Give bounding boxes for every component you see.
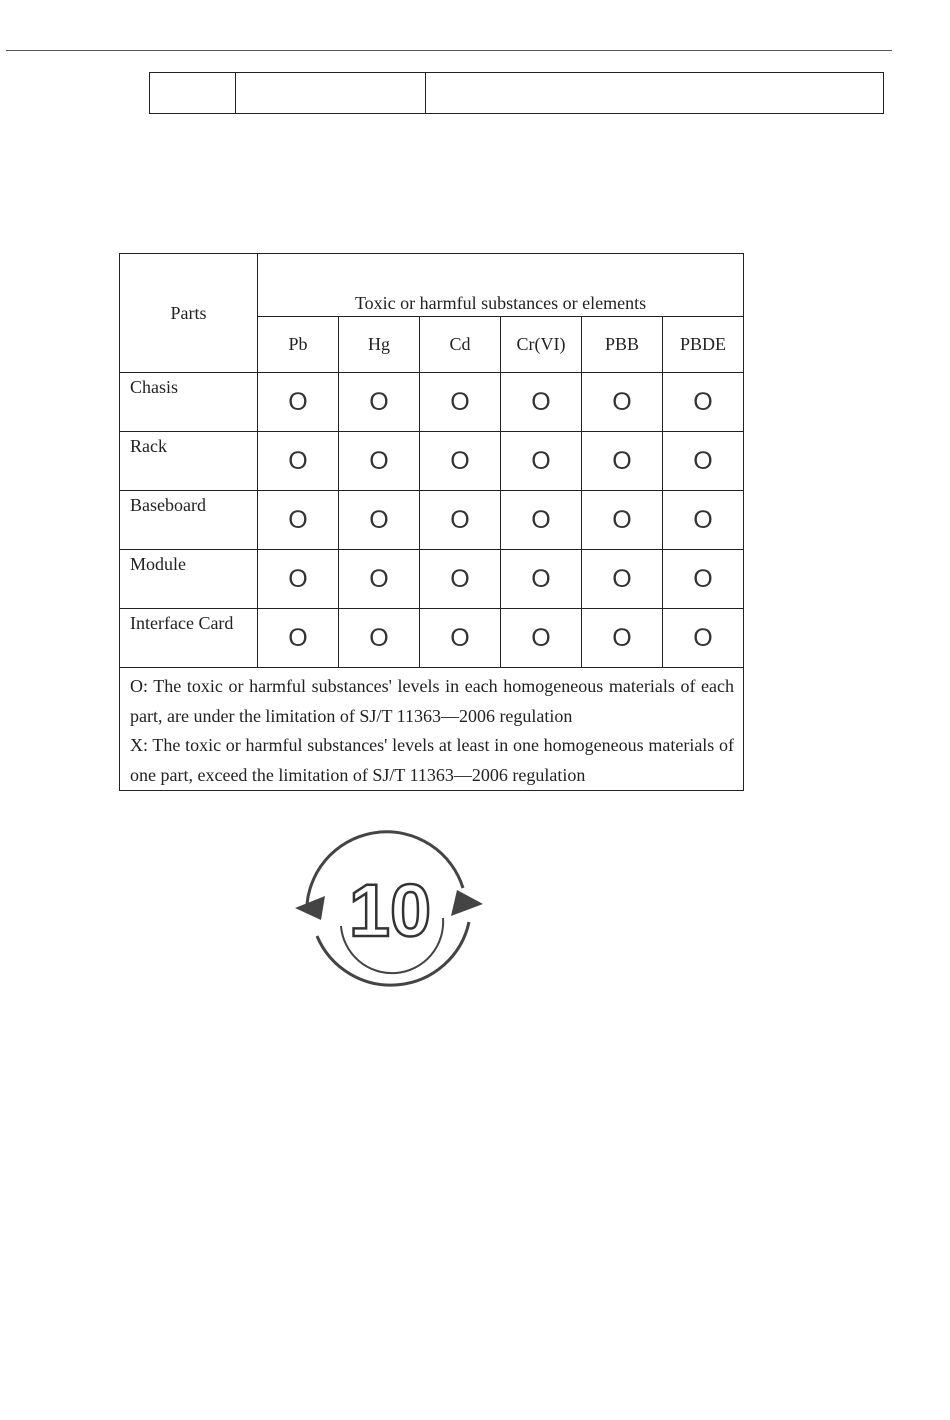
hazardous-substances-table bbox=[119, 253, 744, 791]
compliance-mark: O bbox=[501, 550, 582, 609]
note-x: X: The toxic or harmful substances' levels at least in one homogeneous materials of one part, exceed the limitation of SJ/T 11363—2006 regulation bbox=[130, 735, 735, 785]
part-name: Chasis bbox=[120, 373, 258, 432]
substances-group-header: Toxic or harmful substances or elements bbox=[258, 254, 744, 317]
compliance-mark: O bbox=[258, 550, 339, 609]
table-cell bbox=[150, 73, 236, 114]
compliance-mark: O bbox=[339, 550, 420, 609]
part-name: Module bbox=[120, 550, 258, 609]
compliance-mark: O bbox=[663, 550, 744, 609]
compliance-mark: O bbox=[501, 373, 582, 432]
legend-notes bbox=[120, 668, 744, 791]
compliance-mark: O bbox=[258, 491, 339, 550]
compliance-mark: O bbox=[582, 373, 663, 432]
notes-row bbox=[120, 668, 744, 791]
compliance-mark: O bbox=[582, 432, 663, 491]
substance-header-crvi: Cr(VI) bbox=[501, 317, 582, 373]
compliance-mark: O bbox=[420, 373, 501, 432]
compliance-mark: O bbox=[339, 491, 420, 550]
table-row bbox=[120, 432, 744, 491]
compliance-mark: O bbox=[258, 609, 339, 668]
header-rule bbox=[6, 50, 892, 51]
compliance-mark: O bbox=[582, 491, 663, 550]
part-name: Rack bbox=[120, 432, 258, 491]
table-cell bbox=[426, 73, 884, 114]
substance-header-hg: Hg bbox=[339, 317, 420, 373]
table-row bbox=[120, 609, 744, 668]
substance-header-pbb: PBB bbox=[582, 317, 663, 373]
compliance-mark: O bbox=[258, 432, 339, 491]
compliance-mark: O bbox=[339, 432, 420, 491]
compliance-mark: O bbox=[501, 432, 582, 491]
parts-header: Parts bbox=[120, 254, 258, 373]
part-name: Baseboard bbox=[120, 491, 258, 550]
compliance-mark: O bbox=[420, 609, 501, 668]
note-o: O: The toxic or harmful substances' levels in each homogeneous materials of each part, are under the limitation of SJ/T 11363—2006 regulation bbox=[130, 676, 735, 726]
compliance-mark: O bbox=[663, 491, 744, 550]
continued-table-fragment bbox=[149, 72, 884, 114]
substance-header-pbde: PBDE bbox=[663, 317, 744, 373]
compliance-mark: O bbox=[663, 373, 744, 432]
compliance-mark: O bbox=[501, 491, 582, 550]
efup-10-years-logo-icon bbox=[293, 818, 485, 1006]
table-cell bbox=[236, 73, 426, 114]
compliance-mark: O bbox=[663, 609, 744, 668]
logo-years-number: 10 bbox=[348, 869, 432, 952]
compliance-mark: O bbox=[501, 609, 582, 668]
compliance-mark: O bbox=[582, 550, 663, 609]
part-name: Interface Card bbox=[120, 609, 258, 668]
table-row bbox=[120, 550, 744, 609]
header-row bbox=[120, 254, 744, 317]
substance-header-cd: Cd bbox=[420, 317, 501, 373]
table-row bbox=[150, 73, 884, 114]
logo-right-arrow bbox=[451, 890, 483, 916]
compliance-mark: O bbox=[339, 609, 420, 668]
compliance-mark: O bbox=[258, 373, 339, 432]
compliance-mark: O bbox=[420, 491, 501, 550]
table-row bbox=[120, 373, 744, 432]
substance-header-pb: Pb bbox=[258, 317, 339, 373]
compliance-mark: O bbox=[582, 609, 663, 668]
compliance-mark: O bbox=[663, 432, 744, 491]
table-row bbox=[120, 491, 744, 550]
compliance-mark: O bbox=[339, 373, 420, 432]
logo-left-arrow bbox=[295, 896, 325, 920]
compliance-mark: O bbox=[420, 432, 501, 491]
compliance-mark: O bbox=[420, 550, 501, 609]
